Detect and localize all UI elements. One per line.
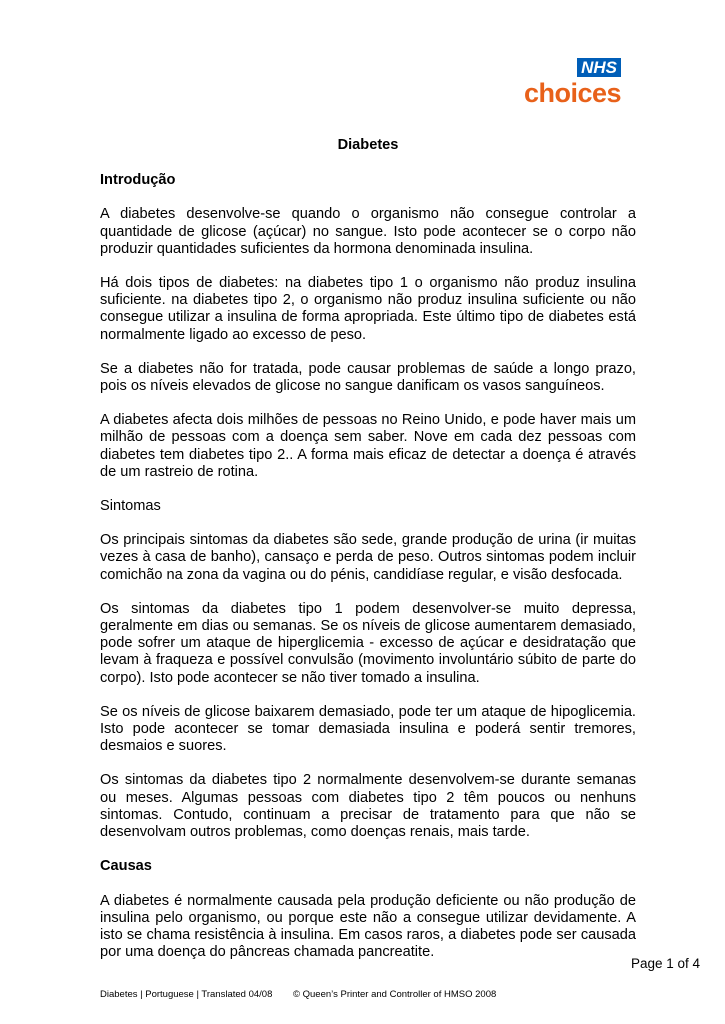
paragraph: Os sintomas da diabetes tipo 2 normalmente desenvolvem-se durante semanas ou meses. Algumas pessoas com diabetes tipo 2 têm poucos ou nenhuns sintomas. Contudo, continuam a precisar de tratamento para que não se desenvolvam outros problemas, como doenças renais, mais tarde.	[100, 772, 636, 841]
page-number: Page 1 of 4	[630, 956, 700, 971]
nhs-logo-badge: NHS	[577, 58, 621, 77]
paragraph: A diabetes é normalmente causada pela produção deficiente ou não produção de insulina pelo organismo, ou porque este não a consegue utilizar devidamente. A isto se chama resistência à insulina. Em casos raros, a diabetes pode ser causada por uma doença do pâncreas chamada pancreatite.	[100, 892, 636, 961]
choices-logo-text: choices	[523, 78, 621, 108]
paragraph: Os sintomas da diabetes tipo 1 podem desenvolver-se muito depressa, geralmente em dias ou semanas. Se os níveis de glicose aumentarem demasiado, pode sofrer um ataque de hiperglicemia - excesso de açúcar e desidratação que levam à fraqueza e possível convulsão (movimento involuntário súbito de parte do corpo). Isto pode acontecer se não tiver tomado a insulina.	[100, 600, 636, 686]
page-footer	[100, 989, 496, 1000]
section-heading-introducao: Introdução	[100, 172, 176, 189]
paragraph: A diabetes afecta dois milhões de pessoas no Reino Unido, e pode haver mais um milhão de pessoas com a doença sem saber. Nove em cada dez pessoas com diabetes tem diabetes tipo 2.. A forma mais eficaz de detectar a doença é através de um rastreio de rotina.	[100, 412, 636, 480]
paragraph: A diabetes desenvolve-se quando o organismo não consegue controlar a quantidade de glicose (açúcar) no sangue. Isto pode acontecer se o corpo não produzir quantidades suficientes da hormona denominada insulina.	[100, 206, 636, 257]
paragraph: Se a diabetes não for tratada, pode causar problemas de saúde a longo prazo, pois os níveis elevados de glicose no sangue danificam os vasos sanguíneos.	[100, 360, 636, 395]
section-heading-causas: Causas	[100, 858, 152, 875]
paragraph: Há dois tipos de diabetes: na diabetes tipo 1 o organismo não produz insulina suficiente. na diabetes tipo 2, o organismo não produz insulina suficiente ou não consegue utilizar a insulina de forma apropriada. Este último tipo de diabetes está normalmente ligado ao excesso de peso.	[100, 275, 636, 343]
footer-copyright: © Queen’s Printer and Controller of HMSO 2008	[293, 989, 497, 1000]
paragraph: Se os níveis de glicose baixarem demasiado, pode ter um ataque de hipoglicemia. Isto pode acontecer se tomar demasiada insulina e poderá sentir tremores, desmaios e suores.	[100, 703, 636, 755]
paragraph: Os principais sintomas da diabetes são sede, grande produção de urina (ir muitas vezes à casa de banho), cansaço e perda de peso. Outros sintomas podem incluir comichão na zona da vagina ou do pénis, candidíase regular, e visão desfocada.	[100, 532, 636, 583]
document-title: Diabetes	[337, 137, 399, 153]
footer-document-info: Diabetes | Portuguese | Translated 04/08	[100, 989, 273, 1000]
nhs-choices-logo	[521, 58, 621, 110]
section-heading-sintomas: Sintomas	[100, 498, 161, 515]
document-body	[100, 137, 636, 978]
